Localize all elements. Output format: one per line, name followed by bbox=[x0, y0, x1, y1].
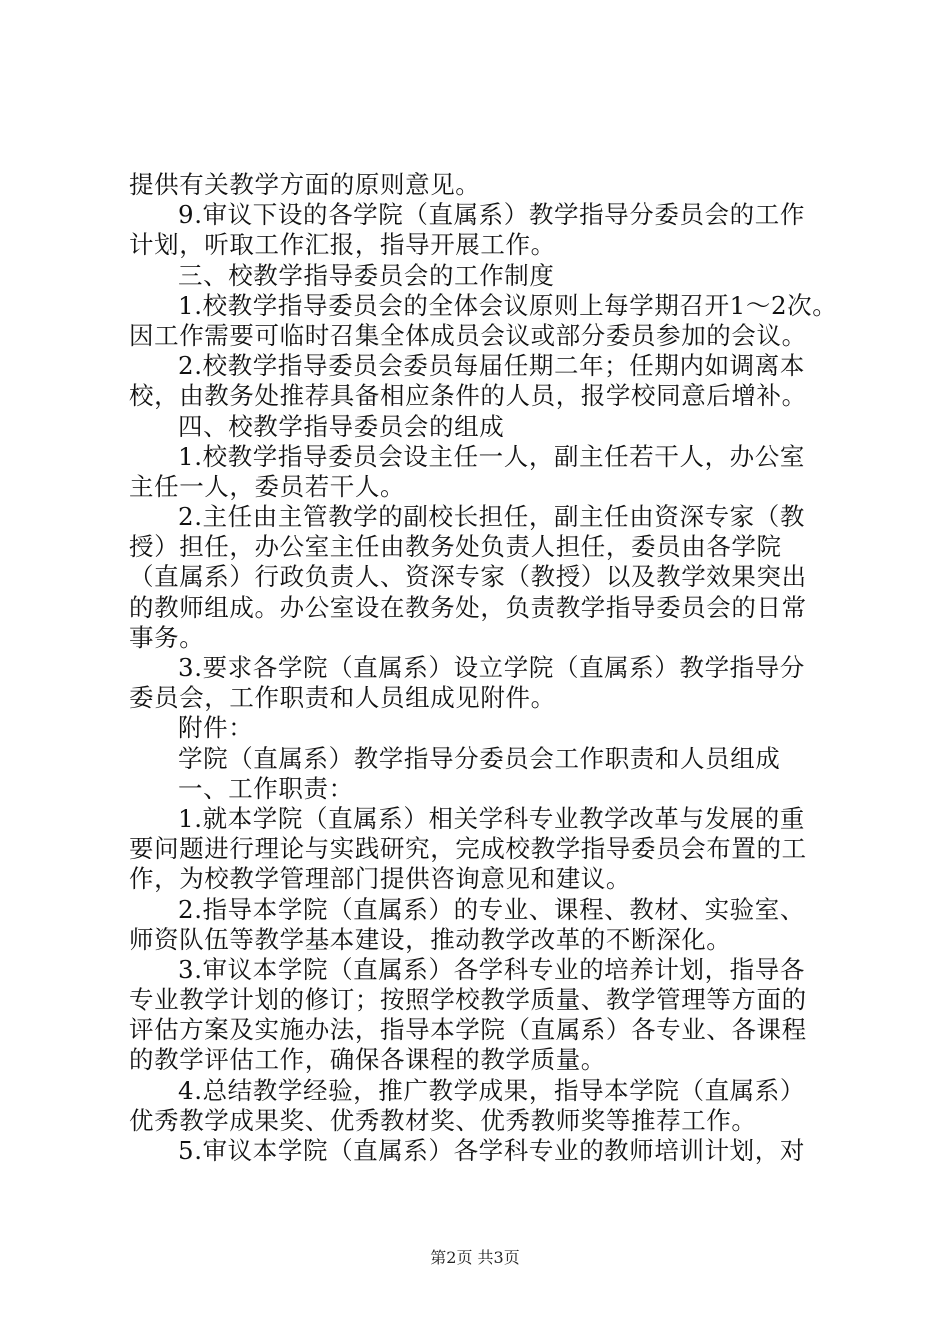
text-line: 2.指导本学院（直属系）的专业、课程、教材、实验室、 bbox=[178, 894, 805, 924]
document-body bbox=[129, 170, 841, 1166]
text-line: 师资队伍等教学基本建设，推动教学改革的不断深化。 bbox=[129, 924, 732, 954]
text-line: 附件： bbox=[178, 713, 254, 743]
text-line: 授）担任，办公室主任由教务处负责人担任，委员由各学院 bbox=[129, 532, 782, 562]
text-line: 委员会，工作职责和人员组成见附件。 bbox=[129, 683, 556, 713]
text-line: 校，由教务处推荐具备相应条件的人员，报学校同意后增补。 bbox=[129, 381, 807, 411]
text-line: 专业教学计划的修订；按照学校教学质量、教学管理等方面的 bbox=[129, 985, 807, 1015]
text-line: （直属系）行政负责人、资深专家（教授）以及教学效果突出 bbox=[129, 562, 807, 592]
text-line: 3.要求各学院（直属系）设立学院（直属系）教学指导分 bbox=[178, 653, 805, 682]
text-line: 4.总结教学经验，推广教学成果，指导本学院（直属系） bbox=[178, 1075, 805, 1105]
text-line: 1.就本学院（直属系）相关学科专业教学改革与发展的重 bbox=[178, 803, 805, 833]
text-line: 3.审议本学院（直属系）各学科专业的培养计划，指导各 bbox=[178, 954, 805, 984]
text-line: 一、工作职责： bbox=[178, 773, 354, 803]
text-line: 主任一人，委员若干人。 bbox=[129, 471, 406, 501]
text-line: 学院（直属系）教学指导分委员会工作职责和人员组成 bbox=[178, 743, 781, 773]
text-line: 因工作需要可临时召集全体成员会议或部分委员参加的会议。 bbox=[129, 320, 807, 350]
text-line: 5.审议本学院（直属系）各学科专业的教师培训计划，对 bbox=[178, 1136, 805, 1165]
text-line: 9.审议下设的各学院（直属系）教学指导分委员会的工作 bbox=[178, 200, 805, 230]
text-line: 三、校教学指导委员会的工作制度 bbox=[178, 260, 555, 290]
text-line: 2.校教学指导委员会委员每届任期二年；任期内如调离本 bbox=[178, 351, 805, 381]
text-line: 2.主任由主管教学的副校长担任，副主任由资深专家（教 bbox=[178, 502, 805, 532]
text-line: 评估方案及实施办法，指导本学院（直属系）各专业、各课程 bbox=[129, 1015, 807, 1045]
text-line: 事务。 bbox=[129, 622, 205, 652]
text-line: 提供有关教学方面的原则意见。 bbox=[129, 170, 481, 199]
text-line: 1.校教学指导委员会的全体会议原则上每学期召开1～2次。 bbox=[178, 290, 838, 320]
text-line: 优秀教学成果奖、优秀教材奖、优秀教师奖等推荐工作。 bbox=[129, 1105, 757, 1135]
text-line: 1.校教学指导委员会设主任一人，副主任若干人，办公室 bbox=[178, 441, 805, 471]
text-line: 的教学评估工作，确保各课程的教学质量。 bbox=[129, 1045, 606, 1075]
text-line: 要问题进行理论与实践研究，完成校教学指导委员会布置的工 bbox=[129, 834, 807, 864]
text-line: 作，为校教学管理部门提供咨询意见和建议。 bbox=[129, 864, 631, 894]
text-line: 四、校教学指导委员会的组成 bbox=[178, 411, 505, 441]
page-footer: 第2页 共3页 bbox=[430, 1248, 520, 1267]
text-line: 计划，听取工作汇报，指导开展工作。 bbox=[129, 230, 556, 260]
text-line: 的教师组成。办公室设在教务处，负责教学指导委员会的日常 bbox=[129, 592, 807, 622]
